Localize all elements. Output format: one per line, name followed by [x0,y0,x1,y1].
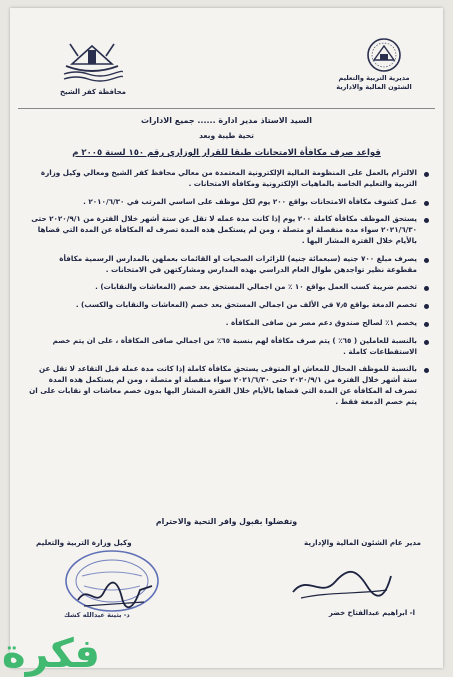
signature-left-icon [74,578,156,612]
signatory-right-title: مدير عام الشئون المالية والإدارية [303,538,421,547]
directorate-line-1: مديرية التربية والتعليم [338,74,410,82]
bullet-icon [424,286,429,291]
clause-text: الالتزام بالعمل على المنظومة المالية الإلكترونية المعتمدة من معالي محافظ كفر الشيخ ومعالي وكيل وزارة التربية والتعليم الخاصة بالماهيات الإلكترونية ومكافأة الامتحانات . [40,168,417,188]
letter-subject: قواعد صرف مكافأة الامتحانات طبقا للقرار الوزاري رقم ١٥٠ لسنة ٢٠٠٥ م [72,148,381,158]
governorate-name: محافظة كفر الشيخ [59,88,127,96]
clause-text: تخصم الدمغة بواقع ٧٫٥ في الألف من اجمالي المستحق بعد خصم (المعاشات والنقابات والكسب) . [75,300,417,310]
bullet-icon [424,304,429,309]
bullet-icon [424,322,429,327]
letter-sheet [10,8,443,668]
greeting: تحية طيبة وبعد [199,131,254,140]
recipient-address: السيد الاستاذ مدير ادارة ...... جميع الادارات [141,116,312,125]
site-watermark: فكرة [2,631,100,677]
directorate-line-2: الشئون المالية والادارية [336,82,412,91]
clause-item [28,168,429,190]
signatory-right-name: ا- ابراهيم عبدالفتاح خضر [328,609,415,617]
ministry-logo-icon [365,36,403,74]
closing-line: وتفضلوا بقبول وافر التحية والاحترام [155,517,298,526]
header-divider [18,108,435,109]
bullet-icon [424,218,429,223]
clause-item [28,282,429,293]
clause-text: بالنسبة للموظف المحال للمعاش او المتوفى يستحق مكافأة كاملة إذا كانت مدة عمله قبل التقاعد لا تقل عن ستة أشهر خلال الفترة من ٢٠٢٠/٩/١ حتى ٢٠٢١/٦/٣٠ سواء منفصلة او متصلة ، ومن لم يستكمل هذه المدة تصرف له المكافأة عن المدة التي قضاها بالأيام خلال الفترة المشار اليها بدون خصم معاشات او نقابات على ان يتم خصم الدمغة فقط . [29,364,417,406]
clause-item [28,364,429,407]
bullet-icon [424,172,429,177]
governorate-emblem-icon [60,36,124,84]
bullet-icon [424,258,429,263]
clause-list [28,168,429,415]
clause-text: يستحق الموظف مكافأة كاملة ٢٠٠ يوم إذا كانت مدة عمله لا تقل عن ستة أشهر خلال الفترة من ٢٠٢٠/٩/١ حتى ٢٠٢١/٦/٣٠ سواء مدة منفصلة او متصلة ، ومن لم يستكمل هذه المدة تصرف له المكافأة عن المدة التي قضاها بالأيام خلال الفترة المشار اليها . [31,214,417,245]
clause-item [28,214,429,246]
clause-item [28,197,429,208]
clause-item [28,336,429,358]
signatory-left-title: وكيل وزارة التربية والتعليم [36,538,132,547]
signatory-left-name: د- بثينة عبدالله كشك [64,611,130,619]
bullet-icon [424,368,429,373]
clause-text: يصرف مبلغ ٧٠٠ جنيه (سبعمائة جنيه) للزائرات الصحيات او القائمات بعملهن بالمدارس الرسمية مكافأة مقطوعة نظير تواجدهن طوال العام الدراسي بهذه المدارس ومشاركتهن في الامتحانات . [59,253,417,274]
bullet-icon [424,340,429,345]
clause-text: تخصم ضريبة كسب العمل بواقع ١٠ ٪ من اجمالي المستحق بعد خصم (المعاشات والنقابات) . [95,282,417,292]
directorate-name [319,74,429,92]
clause-text: بالنسبة للعاملين ( ٦٥٪ ) يتم صرف مكافأة لهم بنسبة ٦٥٪ من اجمالي صافى المكافأة ، على ان يتم خصم الاستقطاعات كاملة . [52,335,417,356]
clause-text: يخصم ١٪ لصالح صندوق دعم مصر من صافى المكافأة . [225,317,417,327]
bullet-icon [424,201,429,206]
signature-right-icon [287,564,397,604]
clause-item [28,300,429,311]
clause-item [28,254,429,276]
clause-item [28,318,429,329]
clause-text: عمل كشوف مكافأة الامتحانات بواقع ٢٠٠ يوم لكل موظف على اساسي المرتب في ٢٠١٠/٦/٣٠ . [83,196,417,206]
